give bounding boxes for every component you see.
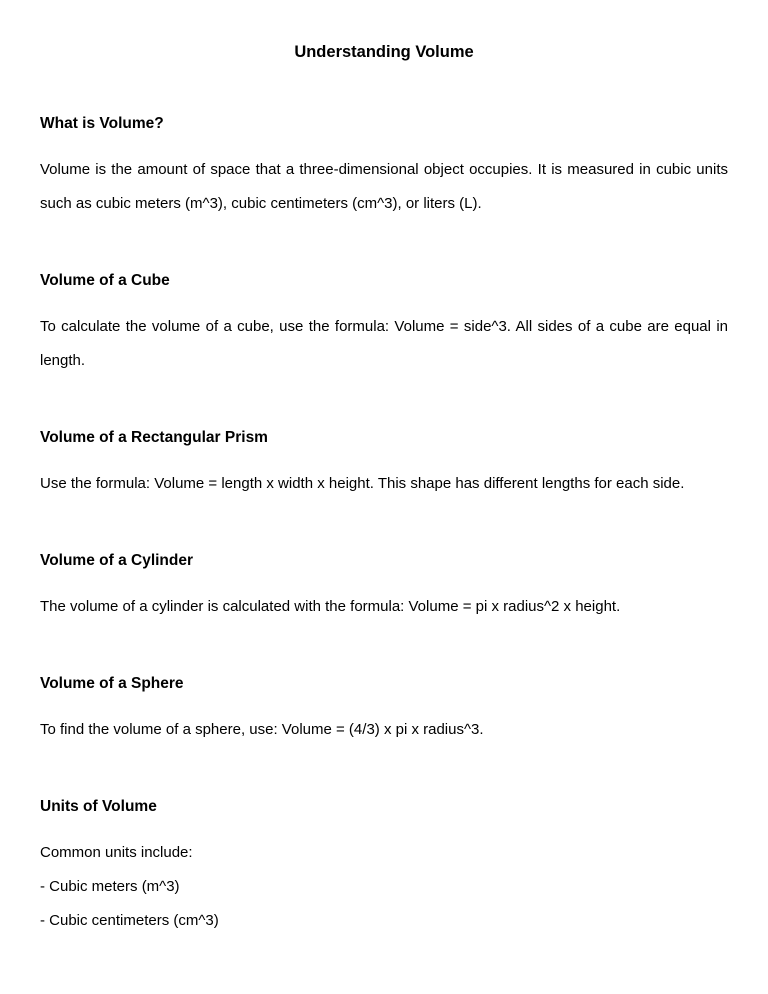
list-item: - Cubic meters (m^3) <box>40 878 180 895</box>
section-volume-of-a-cylinder <box>40 549 728 624</box>
section-heading: Volume of a Rectangular Prism <box>40 429 268 446</box>
section-units-of-volume <box>40 795 728 938</box>
section-volume-of-a-sphere <box>40 672 728 747</box>
section-volume-of-a-cube <box>40 269 728 378</box>
section-heading: Volume of a Sphere <box>40 675 184 692</box>
list-item: - Cubic centimeters (cm^3) <box>40 912 219 929</box>
section-heading: Volume of a Cylinder <box>40 552 194 569</box>
section-paragraph: To calculate the volume of a cube, use the formula: Volume = side^3. All sides of a cube are equal in length. <box>40 318 728 369</box>
section-paragraph: The volume of a cylinder is calculated with the formula: Volume = pi x radius^2 x height. <box>40 598 621 615</box>
section-volume-of-a-rectangular-prism <box>40 426 728 501</box>
section-paragraph: Common units include: <box>40 844 193 861</box>
section-paragraph: Volume is the amount of space that a three-dimensional object occupies. It is measured in cubic units such as cubic meters (m^3), cubic centimeters (cm^3), or liters (L). <box>40 161 728 212</box>
section-heading: Volume of a Cube <box>40 272 170 289</box>
section-paragraph: Use the formula: Volume = length x width x height. This shape has different lengths for each side. <box>40 475 685 492</box>
document-title: Understanding Volume <box>294 43 474 61</box>
section-paragraph: To find the volume of a sphere, use: Volume = (4/3) x pi x radius^3. <box>40 721 484 738</box>
section-heading: What is Volume? <box>40 115 164 132</box>
section-heading: Units of Volume <box>40 798 157 815</box>
section-what-is-volume <box>40 112 728 221</box>
